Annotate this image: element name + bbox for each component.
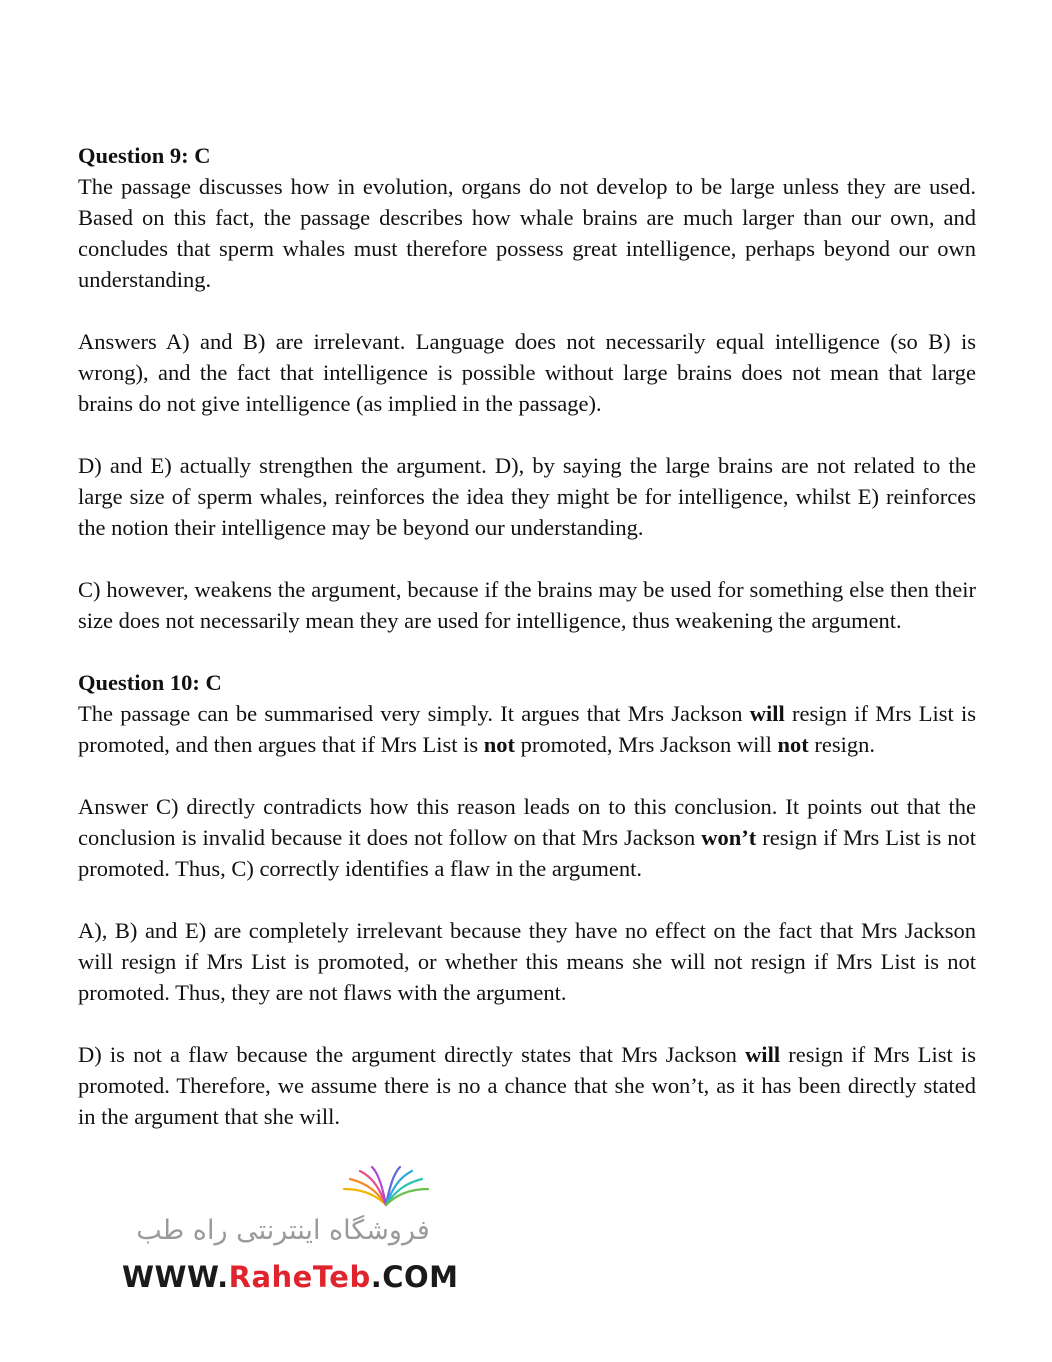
question-heading: Question 9: C bbox=[78, 143, 211, 168]
paragraph: The passage can be summarised very simply. It argues that Mrs Jackson will resign if Mrs List is promoted, and then argues that if Mrs List is not promoted, Mrs Jackson will not resign. bbox=[78, 701, 976, 757]
paragraph: D) and E) actually strengthen the argument. D), by saying the large brains are not related to the large size of sperm whales, reinforces the idea they might be for intelligence, whilst E) reinforces the notion their intelligence may be beyond our understanding. bbox=[78, 453, 976, 540]
paragraph: Answers A) and B) are irrelevant. Language does not necessarily equal intelligence (so B) is wrong), and the fact that intelligence is possible without large brains does not mean that large brains do not give intelligence (as implied in the passage). bbox=[78, 329, 976, 416]
book-logo-icon bbox=[336, 1165, 436, 1209]
emphasis: won’t bbox=[701, 825, 757, 850]
paragraph: Answer C) directly contradicts how this reason leads on to this conclusion. It points out that the conclusion is invalid because it does not follow on that Mrs Jackson won’t resign if Mrs List is not promoted. Thus, C) correctly identifies a flaw in the argument. bbox=[78, 794, 976, 881]
watermark-persian-text: فروشگاه اینترنتی راه طب bbox=[136, 1215, 430, 1246]
paragraph: The passage discusses how in evolution, organs do not develop to be large unless they are used. Based on this fact, the passage describes how whale brains are much larger than our own, and concludes that sperm whales must therefore possess great intelligence, perhaps beyond our own understanding. bbox=[78, 174, 976, 292]
paragraph: C) however, weakens the argument, because if the brains may be used for something else then their size does not necessarily mean they are used for intelligence, thus weakening the argument. bbox=[78, 577, 976, 633]
watermark-url: WWW.RaheTeb.COM bbox=[122, 1260, 459, 1294]
question-10-section bbox=[78, 667, 976, 1132]
question-heading: Question 10: C bbox=[78, 670, 222, 695]
paragraph: D) is not a flaw because the argument directly states that Mrs Jackson will resign if Mrs List is promoted. Therefore, we assume there is no a chance that she won’t, as it has been directly stated in the argument that she will. bbox=[78, 1042, 976, 1129]
watermark-brand: RaheTeb bbox=[228, 1260, 371, 1294]
raheteb-watermark bbox=[118, 1165, 458, 1305]
emphasis: not bbox=[777, 732, 809, 757]
document-body bbox=[78, 140, 976, 1163]
question-9-section bbox=[78, 140, 976, 636]
emphasis: will bbox=[749, 701, 785, 726]
paragraph: A), B) and E) are completely irrelevant because they have no effect on the fact that Mrs Jackson will resign if Mrs List is promoted, or whether this means she will not resign if Mrs List is not promoted. Thus, they are not flaws with the argument. bbox=[78, 918, 976, 1005]
emphasis: will bbox=[745, 1042, 781, 1067]
emphasis: not bbox=[483, 732, 516, 757]
